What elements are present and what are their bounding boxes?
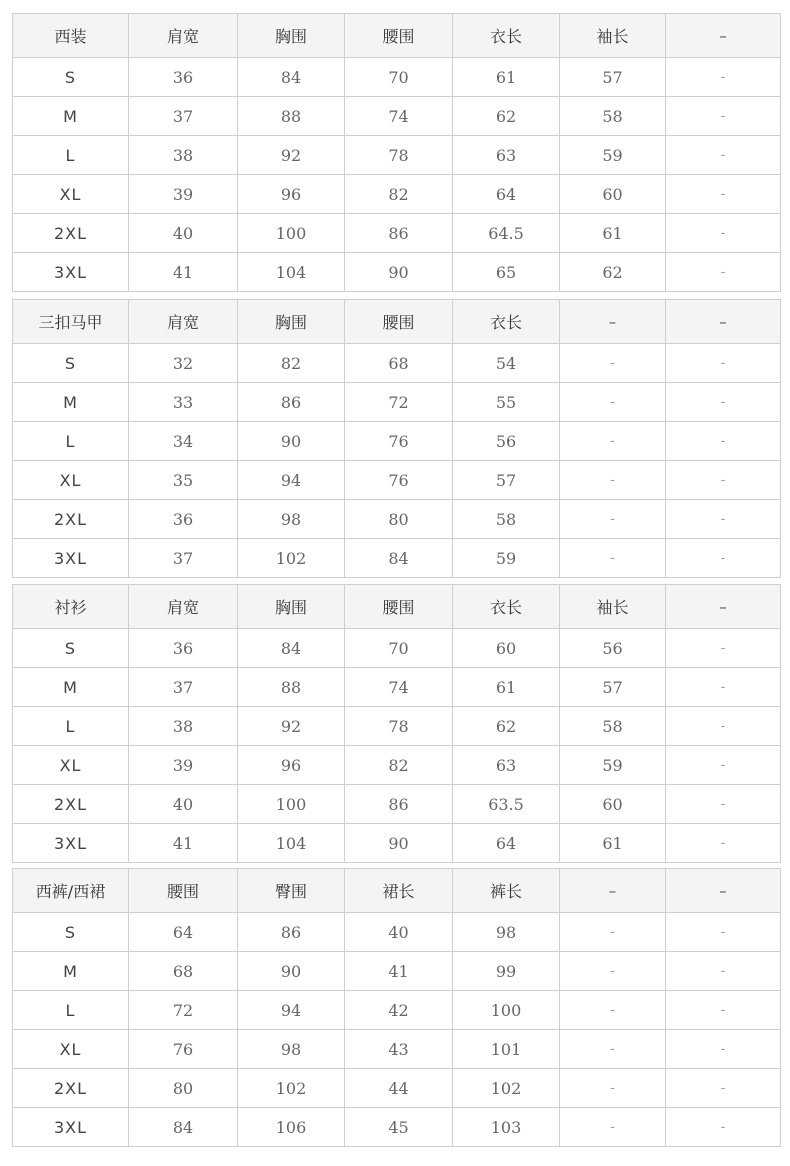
- table-row: [13, 668, 781, 707]
- value-cell: -: [560, 1030, 666, 1069]
- value-cell: 100: [453, 991, 560, 1030]
- value-cell: 88: [238, 97, 345, 136]
- value-cell: 42: [345, 991, 453, 1030]
- value-cell: -: [666, 500, 781, 539]
- table-row: [13, 629, 781, 668]
- value-cell: 74: [345, 668, 453, 707]
- value-cell: 33: [129, 383, 238, 422]
- size-cell: L: [13, 991, 129, 1030]
- value-cell: 41: [129, 253, 238, 292]
- value-cell: 39: [129, 175, 238, 214]
- table-row: [13, 746, 781, 785]
- value-cell: 38: [129, 136, 238, 175]
- size-cell: 3XL: [13, 824, 129, 863]
- header-cell: 腰围: [129, 869, 238, 913]
- value-cell: 32: [129, 344, 238, 383]
- value-cell: 56: [560, 629, 666, 668]
- value-cell: -: [560, 952, 666, 991]
- value-cell: -: [666, 422, 781, 461]
- value-cell: 54: [453, 344, 560, 383]
- value-cell: 82: [238, 344, 345, 383]
- table-row: [13, 707, 781, 746]
- value-cell: -: [666, 97, 781, 136]
- table-row: [13, 214, 781, 253]
- value-cell: 104: [238, 824, 345, 863]
- value-cell: 62: [453, 97, 560, 136]
- value-cell: -: [560, 991, 666, 1030]
- header-cell: 胸围: [238, 14, 345, 58]
- value-cell: 103: [453, 1108, 560, 1147]
- header-cell: 腰围: [345, 300, 453, 344]
- value-cell: 63: [453, 136, 560, 175]
- table-row: [13, 913, 781, 952]
- header-cell: 腰围: [345, 14, 453, 58]
- size-cell: XL: [13, 746, 129, 785]
- value-cell: 102: [238, 539, 345, 578]
- value-cell: -: [666, 539, 781, 578]
- value-cell: 44: [345, 1069, 453, 1108]
- value-cell: 90: [238, 422, 345, 461]
- value-cell: 72: [129, 991, 238, 1030]
- value-cell: -: [666, 461, 781, 500]
- size-cell: XL: [13, 175, 129, 214]
- value-cell: 39: [129, 746, 238, 785]
- value-cell: 64: [453, 824, 560, 863]
- value-cell: 34: [129, 422, 238, 461]
- value-cell: 55: [453, 383, 560, 422]
- size-cell: 3XL: [13, 253, 129, 292]
- value-cell: -: [666, 952, 781, 991]
- size-cell: L: [13, 707, 129, 746]
- header-cell: –: [666, 585, 781, 629]
- value-cell: -: [560, 383, 666, 422]
- size-cell: XL: [13, 1030, 129, 1069]
- header-cell: 肩宽: [129, 585, 238, 629]
- value-cell: 80: [345, 500, 453, 539]
- value-cell: 90: [345, 824, 453, 863]
- value-cell: 40: [129, 785, 238, 824]
- size-cell: 2XL: [13, 214, 129, 253]
- value-cell: 76: [345, 422, 453, 461]
- header-cell: –: [666, 14, 781, 58]
- value-cell: 64: [129, 913, 238, 952]
- value-cell: 60: [560, 175, 666, 214]
- size-cell: M: [13, 97, 129, 136]
- size-cell: 3XL: [13, 1108, 129, 1147]
- size-cell: S: [13, 913, 129, 952]
- value-cell: 60: [453, 629, 560, 668]
- value-cell: 78: [345, 136, 453, 175]
- value-cell: 96: [238, 175, 345, 214]
- size-cell: 3XL: [13, 539, 129, 578]
- table-row: [13, 422, 781, 461]
- header-cell: –: [560, 869, 666, 913]
- value-cell: 98: [453, 913, 560, 952]
- value-cell: 78: [345, 707, 453, 746]
- value-cell: -: [666, 824, 781, 863]
- table-row: [13, 539, 781, 578]
- value-cell: 62: [560, 253, 666, 292]
- header-cell: 衣长: [453, 14, 560, 58]
- value-cell: 65: [453, 253, 560, 292]
- value-cell: 98: [238, 1030, 345, 1069]
- value-cell: 102: [453, 1069, 560, 1108]
- value-cell: 102: [238, 1069, 345, 1108]
- value-cell: 84: [238, 629, 345, 668]
- value-cell: 45: [345, 1108, 453, 1147]
- value-cell: 74: [345, 97, 453, 136]
- value-cell: 101: [453, 1030, 560, 1069]
- value-cell: 62: [453, 707, 560, 746]
- value-cell: -: [666, 175, 781, 214]
- header-cell: –: [666, 869, 781, 913]
- value-cell: -: [666, 991, 781, 1030]
- value-cell: 61: [453, 58, 560, 97]
- table-row: [13, 344, 781, 383]
- size-cell: XL: [13, 461, 129, 500]
- value-cell: -: [666, 383, 781, 422]
- value-cell: 70: [345, 58, 453, 97]
- header-cell: 胸围: [238, 300, 345, 344]
- table-row: [13, 991, 781, 1030]
- value-cell: 96: [238, 746, 345, 785]
- header-category-cell: 三扣马甲: [13, 300, 129, 344]
- value-cell: -: [666, 214, 781, 253]
- value-cell: -: [666, 629, 781, 668]
- value-cell: 36: [129, 500, 238, 539]
- header-cell: 胸围: [238, 585, 345, 629]
- size-cell: M: [13, 383, 129, 422]
- value-cell: 84: [238, 58, 345, 97]
- value-cell: 63: [453, 746, 560, 785]
- value-cell: 40: [129, 214, 238, 253]
- value-cell: 72: [345, 383, 453, 422]
- table-row: [13, 952, 781, 991]
- value-cell: 76: [345, 461, 453, 500]
- value-cell: 100: [238, 214, 345, 253]
- value-cell: -: [560, 422, 666, 461]
- value-cell: 86: [345, 785, 453, 824]
- value-cell: 100: [238, 785, 345, 824]
- header-cell: 衣长: [453, 585, 560, 629]
- size-cell: S: [13, 629, 129, 668]
- value-cell: 98: [238, 500, 345, 539]
- size-cell: 2XL: [13, 785, 129, 824]
- value-cell: -: [666, 253, 781, 292]
- table-row: [13, 175, 781, 214]
- size-cell: L: [13, 422, 129, 461]
- value-cell: 99: [453, 952, 560, 991]
- table-row: [13, 1069, 781, 1108]
- size-cell: S: [13, 58, 129, 97]
- value-cell: 59: [560, 746, 666, 785]
- header-cell: 臀围: [238, 869, 345, 913]
- header-category-cell: 西裤/西裙: [13, 869, 129, 913]
- table-row: [13, 253, 781, 292]
- value-cell: -: [666, 58, 781, 97]
- header-category-cell: 西装: [13, 14, 129, 58]
- size-cell: 2XL: [13, 1069, 129, 1108]
- value-cell: 86: [345, 214, 453, 253]
- table-header-row: [13, 300, 781, 344]
- value-cell: 36: [129, 629, 238, 668]
- header-cell: 肩宽: [129, 14, 238, 58]
- value-cell: 92: [238, 707, 345, 746]
- value-cell: -: [666, 668, 781, 707]
- table-row: [13, 824, 781, 863]
- table-row: [13, 461, 781, 500]
- value-cell: 88: [238, 668, 345, 707]
- table-header-row: [13, 585, 781, 629]
- value-cell: 57: [453, 461, 560, 500]
- value-cell: -: [560, 344, 666, 383]
- size-cell: M: [13, 668, 129, 707]
- value-cell: 86: [238, 913, 345, 952]
- table-row: [13, 58, 781, 97]
- value-cell: -: [666, 913, 781, 952]
- table-header-row: [13, 869, 781, 913]
- value-cell: 36: [129, 58, 238, 97]
- value-cell: 58: [560, 707, 666, 746]
- value-cell: 38: [129, 707, 238, 746]
- size-table-trousers-skirt: [12, 868, 781, 1147]
- value-cell: 64: [453, 175, 560, 214]
- header-cell: 裤长: [453, 869, 560, 913]
- value-cell: 84: [129, 1108, 238, 1147]
- value-cell: 106: [238, 1108, 345, 1147]
- value-cell: -: [666, 785, 781, 824]
- value-cell: 90: [238, 952, 345, 991]
- header-cell: –: [560, 300, 666, 344]
- header-cell: 袖长: [560, 14, 666, 58]
- table-row: [13, 97, 781, 136]
- size-cell: 2XL: [13, 500, 129, 539]
- value-cell: 68: [345, 344, 453, 383]
- value-cell: 94: [238, 461, 345, 500]
- value-cell: 64.5: [453, 214, 560, 253]
- value-cell: 61: [560, 824, 666, 863]
- value-cell: 57: [560, 668, 666, 707]
- value-cell: 90: [345, 253, 453, 292]
- value-cell: 68: [129, 952, 238, 991]
- table-row: [13, 785, 781, 824]
- value-cell: -: [560, 1108, 666, 1147]
- value-cell: 41: [345, 952, 453, 991]
- value-cell: 86: [238, 383, 345, 422]
- value-cell: 57: [560, 58, 666, 97]
- header-cell: 袖长: [560, 585, 666, 629]
- value-cell: -: [560, 1069, 666, 1108]
- value-cell: 61: [560, 214, 666, 253]
- value-cell: -: [560, 500, 666, 539]
- header-category-cell: 衬衫: [13, 585, 129, 629]
- table-row: [13, 1030, 781, 1069]
- value-cell: 58: [453, 500, 560, 539]
- value-cell: 61: [453, 668, 560, 707]
- table-row: [13, 136, 781, 175]
- value-cell: -: [560, 461, 666, 500]
- value-cell: 80: [129, 1069, 238, 1108]
- size-cell: M: [13, 952, 129, 991]
- size-cell: L: [13, 136, 129, 175]
- header-cell: 肩宽: [129, 300, 238, 344]
- value-cell: -: [666, 136, 781, 175]
- value-cell: -: [666, 344, 781, 383]
- value-cell: 56: [453, 422, 560, 461]
- value-cell: 82: [345, 175, 453, 214]
- value-cell: -: [666, 1108, 781, 1147]
- table-row: [13, 500, 781, 539]
- header-cell: 裙长: [345, 869, 453, 913]
- header-cell: –: [666, 300, 781, 344]
- value-cell: -: [666, 707, 781, 746]
- value-cell: 37: [129, 539, 238, 578]
- value-cell: 94: [238, 991, 345, 1030]
- size-table-suit: [12, 13, 781, 292]
- value-cell: 35: [129, 461, 238, 500]
- table-row: [13, 1108, 781, 1147]
- value-cell: 70: [345, 629, 453, 668]
- size-table-shirt: [12, 584, 781, 863]
- value-cell: -: [560, 913, 666, 952]
- value-cell: 37: [129, 668, 238, 707]
- value-cell: 76: [129, 1030, 238, 1069]
- value-cell: 40: [345, 913, 453, 952]
- value-cell: 104: [238, 253, 345, 292]
- value-cell: -: [666, 1030, 781, 1069]
- value-cell: -: [666, 1069, 781, 1108]
- value-cell: -: [666, 746, 781, 785]
- value-cell: 82: [345, 746, 453, 785]
- header-cell: 衣长: [453, 300, 560, 344]
- value-cell: 60: [560, 785, 666, 824]
- value-cell: -: [560, 539, 666, 578]
- value-cell: 59: [453, 539, 560, 578]
- table-header-row: [13, 14, 781, 58]
- value-cell: 58: [560, 97, 666, 136]
- value-cell: 59: [560, 136, 666, 175]
- header-cell: 腰围: [345, 585, 453, 629]
- value-cell: 37: [129, 97, 238, 136]
- value-cell: 41: [129, 824, 238, 863]
- size-cell: S: [13, 344, 129, 383]
- value-cell: 63.5: [453, 785, 560, 824]
- size-table-vest: [12, 299, 781, 578]
- value-cell: 43: [345, 1030, 453, 1069]
- value-cell: 84: [345, 539, 453, 578]
- table-row: [13, 383, 781, 422]
- value-cell: 92: [238, 136, 345, 175]
